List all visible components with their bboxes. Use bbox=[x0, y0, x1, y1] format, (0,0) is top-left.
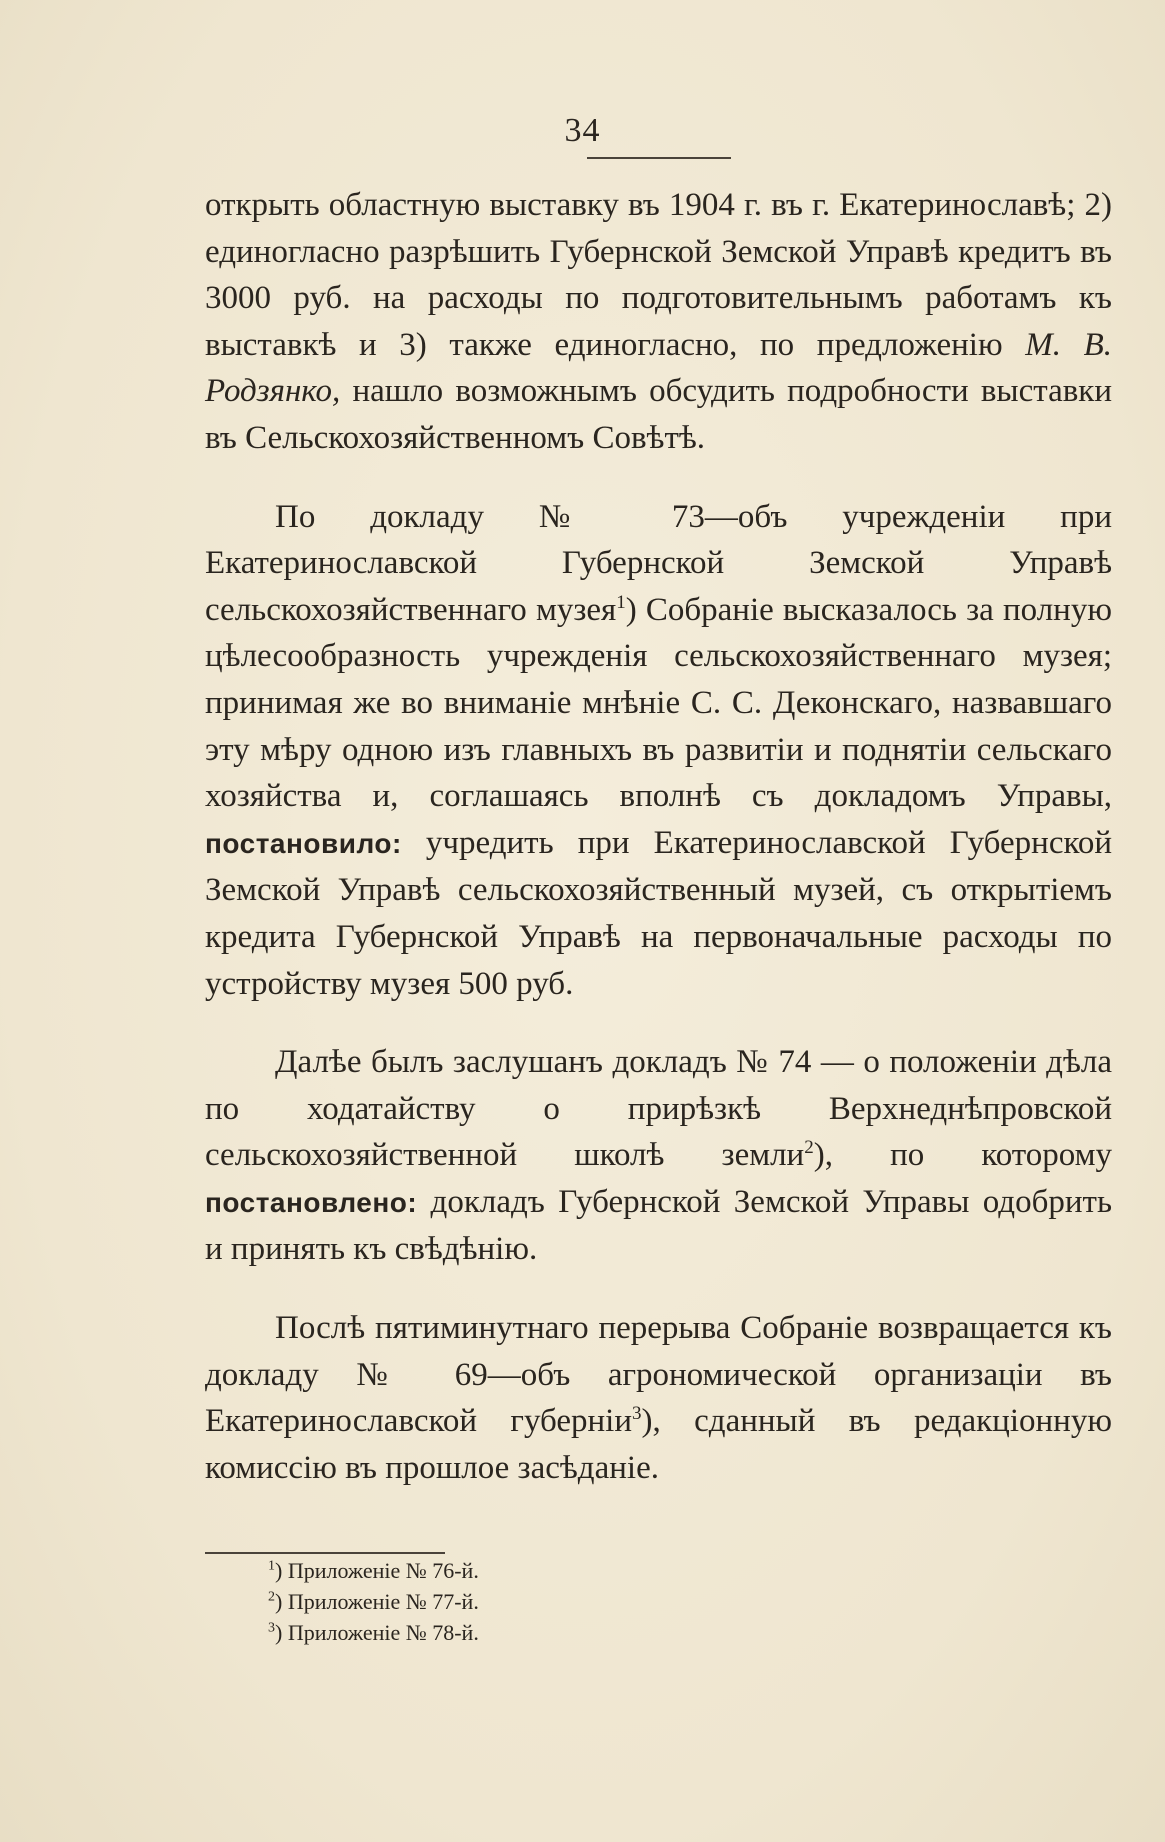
paragraph-1-emphasis: М. В. Родзянко, bbox=[205, 326, 1113, 410]
paragraph-3 bbox=[205, 1039, 1112, 1273]
footnote-2-mark: 2 bbox=[268, 1589, 275, 1605]
paragraph-2 bbox=[205, 494, 1112, 1008]
footnote-rule bbox=[205, 1552, 445, 1554]
footnote-1-text: ) Приложеніе № 76-й. bbox=[275, 1558, 479, 1583]
paragraph-1-text-a: открыть областную выставку въ 1904 г. въ г. Екатеринославѣ; 2) единогласно разрѣшить Губернской Земской Управѣ кредитъ въ 3000 руб. на расходы по подготовительнымъ работамъ къ выставкѣ и 3) также единогласно, по предложенію bbox=[205, 187, 1112, 363]
footnote-1 bbox=[268, 1555, 479, 1586]
paragraph-4 bbox=[205, 1305, 1112, 1491]
paragraph-2-text-a: По докладу № 73—объ учрежденіи при Екатеринославской Губернской Земской Управѣ сельскохозяйственнаго музея bbox=[205, 498, 1112, 628]
paragraph-3-text-c: докладъ Губернской Земской Управы одобрить и принять къ свѣдѣнію. bbox=[205, 1183, 1112, 1268]
footnote-2-text: ) Приложеніе № 77-й. bbox=[275, 1589, 479, 1614]
paragraph-3-bold: постановлено: bbox=[205, 1186, 418, 1218]
paragraph-4-text-a: Послѣ пятиминутнаго перерыва Собраніе возвращается къ докладу № 69—объ агрономической организаціи въ Екатеринославской губерніи bbox=[205, 1310, 1112, 1440]
paragraph-3-text-b: ), по которому bbox=[813, 1137, 1113, 1174]
paragraph-2-bold: постановило: bbox=[205, 827, 402, 859]
paragraph-3-text-a: Далѣе былъ заслушанъ докладъ № 74 — о положеніи дѣла по ходатайству о прирѣзкѣ Верхнеднѣпровской сельскохозяйственной школѣ земли bbox=[205, 1044, 1112, 1174]
footnote-2 bbox=[268, 1586, 479, 1617]
page-number-rule bbox=[587, 157, 731, 159]
footnote-ref-1: 1 bbox=[616, 591, 626, 613]
paragraph-1 bbox=[205, 182, 1112, 462]
paragraph-1-text-b: нашло возможнымъ обсудить подробности выставки въ Сельскохозяйственномъ Совѣтѣ. bbox=[205, 373, 1112, 456]
paragraph-2-text-c: учредить при Екатеринославской Губернской Земской Управѣ сельскохозяйственный музей, съ открытіемъ кредита Губернской Управѣ на первоначальные расходы по устройству музея 500 руб. bbox=[205, 824, 1112, 1002]
footnote-ref-3: 3 bbox=[632, 1403, 642, 1425]
body-text bbox=[205, 182, 1112, 1491]
footnote-ref-2: 2 bbox=[804, 1137, 814, 1159]
footnote-1-mark: 1 bbox=[268, 1558, 275, 1574]
page-number: 34 bbox=[564, 112, 601, 149]
paragraph-2-text-b: ) Собраніе высказалось за полную цѣлесообразность учрежденія сельскохозяйственнаго музея; принимая же во вниманіе мнѣніе С. С. Деконскаго, назвавшаго эту мѣру одною изъ главныхъ въ развитіи и поднятіи сельскаго хозяйства и, соглашаясь вполнѣ съ докладомъ Управы, bbox=[205, 591, 1112, 815]
footnote-3-text: ) Приложеніе № 78-й. bbox=[275, 1620, 479, 1645]
footnote-3-mark: 3 bbox=[268, 1620, 275, 1636]
footnotes bbox=[268, 1555, 479, 1648]
paragraph-4-text-b: ), сданный въ редакціонную комиссію въ прошлое засѣданіе. bbox=[205, 1403, 1112, 1486]
footnote-3 bbox=[268, 1617, 479, 1648]
